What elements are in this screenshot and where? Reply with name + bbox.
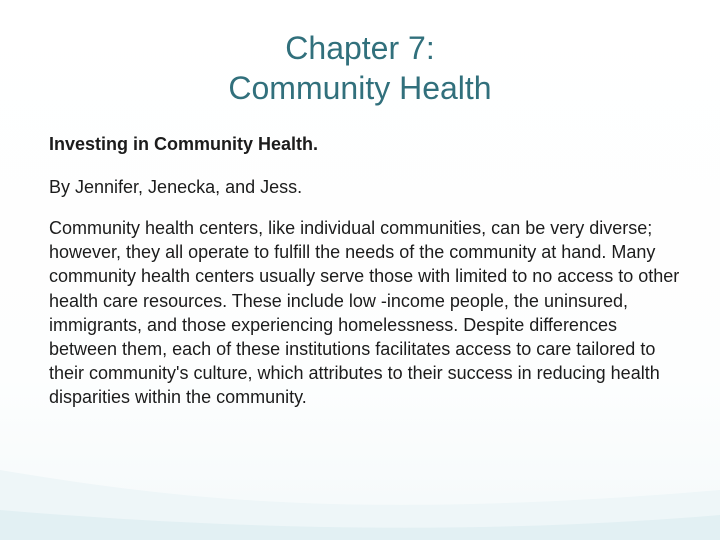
slide-title-line-1: Chapter 7: [285, 30, 435, 66]
slide-authors: By Jennifer, Jenecka, and Jess. [49, 177, 303, 197]
slide-content [49, 132, 689, 410]
slide-subtitle: Investing in Community Health. [49, 134, 319, 154]
slide-body-paragraph: Community health centers, like individual communities, can be very diverse; however, they all operate to fulfill the needs of the community at hand. Many community health centers usually serve those with limited to no access to other health care resources. These include low -income people, the uninsured, immigrants, and those experiencing homelessness. Despite differences between them, each of these institutions facilitates access to care tailored to their community's culture, which attributes to their success in reducing health disparities within the community. [49, 218, 680, 408]
slide-title [0, 28, 720, 108]
slide-title-line-2: Community Health [228, 70, 492, 106]
